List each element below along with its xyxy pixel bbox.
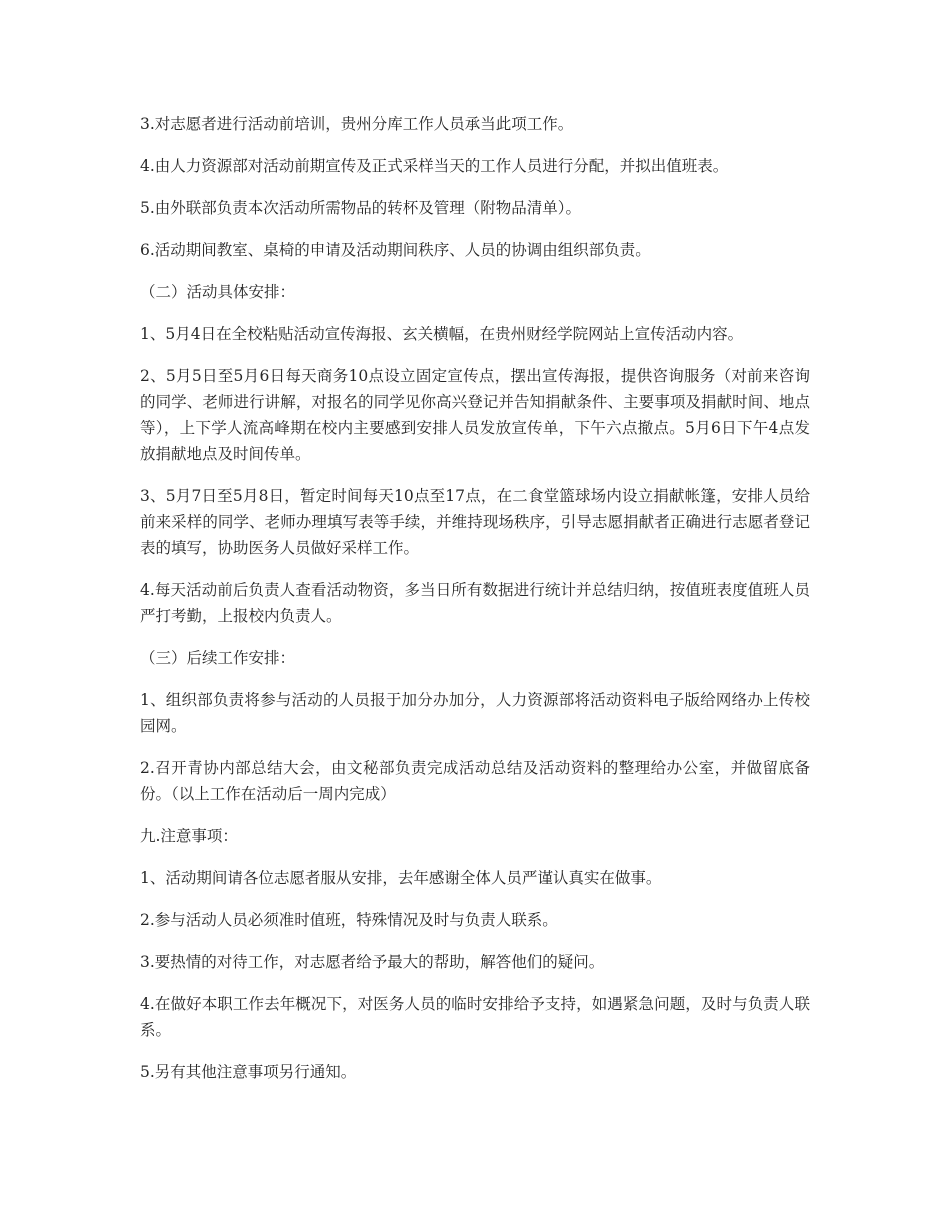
paragraph-note-4: 4.在做好本职工作去年概况下，对医务人员的临时安排给予支持，如遇紧急问题，及时与负责人联系。 [140, 995, 810, 1039]
paragraph-note-5: 5.另有其他注意事项另行通知。 [140, 1063, 357, 1081]
section-heading-notes: 九.注意事项： [140, 827, 238, 845]
paragraph-followup-summary: 2.召开青协内部总结大会，由文秘部负责完成活动总结及活动资料的整理给办公室，并做留底备份。（以上工作在活动后一周内完成） [140, 759, 810, 803]
paragraph-schedule-may-5-6: 2、5月5日至5月6日每天商务10点设立固定宣传点，摆出宣传海报，提供咨询服务（对前来咨询的同学、老师进行讲解，对报名的同学见你高兴登记并告知捐献条件、主要事项及捐献时间、地点等），上下学人流高峰期在校内主要感到安排人员发放宣传单，下午六点撤点。5月6日下午4点发放捐献地点及时间传单。 [140, 367, 810, 463]
paragraph-materials-management: 5.由外联部负责本次活动所需物品的转杯及管理（附物品清单）。 [140, 199, 582, 217]
section-heading-activity-schedule: （二）活动具体安排： [140, 283, 296, 301]
paragraph-classroom-coordination: 6.活动期间教室、桌椅的申请及活动期间秩序、人员的协调由组织部负责。 [140, 241, 651, 259]
section-heading-followup: （三）后续工作安排： [140, 649, 296, 667]
paragraph-schedule-may-4: 1、5月4日在全校粘贴活动宣传海报、玄关横幅，在贵州财经学院网站上宣传活动内容。 [140, 325, 744, 343]
paragraph-staff-allocation: 4.由人力资源部对活动前期宣传及正式采样当天的工作人员进行分配，并拟出值班表。 [140, 157, 729, 175]
paragraph-note-2: 2.参与活动人员必须准时值班，特殊情况及时与负责人联系。 [140, 911, 558, 929]
paragraph-note-3: 3.要热情的对待工作，对志愿者给予最大的帮助，解答他们的疑问。 [140, 953, 605, 971]
paragraph-daily-checks: 4.每天活动前后负责人查看活动物资，多当日所有数据进行统计并总结归纳，按值班表度值班人员严打考勤，上报校内负责人。 [140, 581, 810, 625]
paragraph-schedule-may-7-8: 3、5月7日至5月8日，暂定时间每天10点至17点，在二食堂篮球场内设立捐献帐篷，安排人员给前来采样的同学、老师办理填写表等手续，并维持现场秩序，引导志愿捐献者正确进行志愿者登记表的填写，协助医务人员做好采样工作。 [140, 487, 810, 557]
paragraph-followup-credits: 1、组织部负责将参与活动的人员报于加分办加分，人力资源部将活动资料电子版给网络办上传校园网。 [140, 691, 810, 735]
paragraph-note-1: 1、活动期间请各位志愿者服从安排，去年感谢全体人员严谨认真实在做事。 [140, 869, 662, 887]
paragraph-volunteer-training: 3.对志愿者进行活动前培训，贵州分库工作人员承当此项工作。 [140, 115, 574, 133]
